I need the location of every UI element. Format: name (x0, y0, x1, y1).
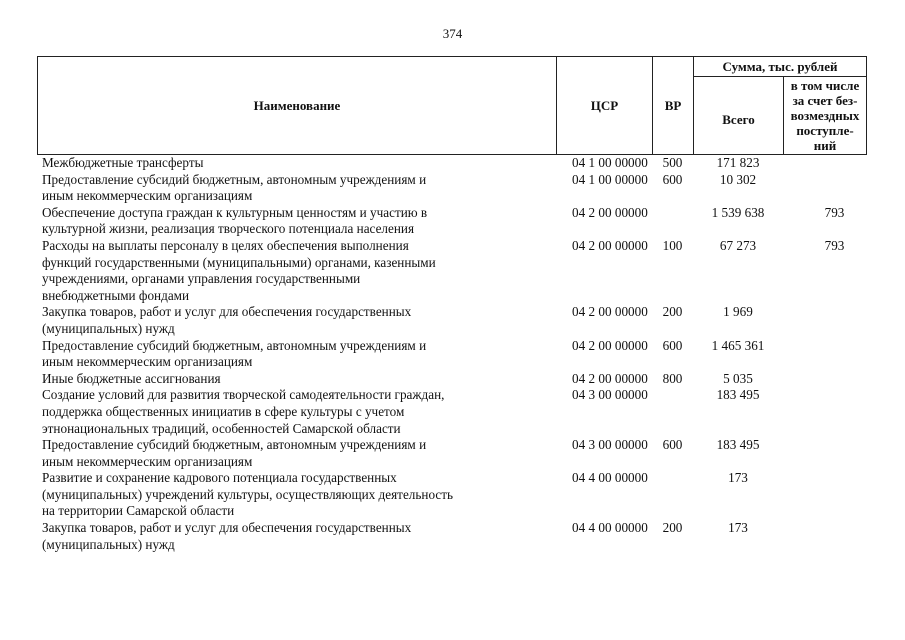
row-free: 793 (824, 237, 845, 253)
table-row (37, 304, 866, 337)
row-free (783, 437, 866, 470)
row-free (783, 470, 866, 520)
row-vr (652, 205, 693, 238)
row-name-line: внебюджетными фондами (42, 287, 190, 303)
row-name-line: Развитие и сохранение кадрового потенциала государственных (42, 470, 397, 486)
header-free (784, 77, 867, 155)
row-name (37, 437, 556, 470)
row-name-line: Обеспечение доступа граждан к культурным ценностям и участию в (42, 204, 428, 220)
row-name (37, 205, 556, 238)
row-name-line: учреждениями, органами управления государственными (42, 271, 361, 287)
row-name (37, 371, 556, 388)
row-name (37, 520, 556, 553)
row-name (37, 470, 556, 520)
row-csr: 04 1 00 00000 (572, 171, 648, 187)
row-total: 1 539 638 (711, 204, 765, 220)
header-free-line: возмездных (790, 108, 860, 123)
table-body (37, 155, 866, 553)
row-free (783, 387, 866, 437)
table-row (37, 470, 866, 520)
table-row (37, 238, 866, 304)
table-row (37, 371, 866, 388)
header-csr: ЦСР (557, 57, 653, 155)
row-free (783, 371, 866, 388)
header-sum: Сумма, тыс. рублей (694, 57, 867, 77)
row-name-line: на территории Самарской области (42, 503, 235, 519)
row-free (783, 172, 866, 205)
row-csr: 04 2 00 00000 (572, 204, 648, 220)
row-name-line: этнонациональных традиций, особенностей Самарской области (42, 420, 401, 436)
header-total: Всего (694, 77, 784, 155)
row-name-line: культурной жизни, реализация творческого потенциала населения (42, 221, 415, 237)
header-free-line: поступле- (796, 123, 854, 138)
row-vr: 200 (662, 520, 683, 536)
row-csr: 04 3 00 00000 (572, 437, 648, 453)
row-name-line: поддержка общественных инициатив в сфере культуры с учетом (42, 403, 405, 419)
row-vr: 600 (662, 171, 683, 187)
header-name: Наименование (38, 57, 557, 155)
table-row (37, 205, 866, 238)
row-name (37, 304, 556, 337)
row-csr: 04 4 00 00000 (572, 470, 648, 486)
header-free-line: за счет без- (792, 93, 858, 108)
header-free-line: в том числе (790, 78, 860, 93)
table-row (37, 155, 866, 172)
row-total: 10 302 (719, 171, 757, 187)
row-name-line: (муниципальных) учреждений культуры, осуществляющих деятельность (42, 486, 454, 502)
row-vr (652, 470, 693, 520)
header-free-text (784, 77, 866, 154)
row-vr: 600 (662, 437, 683, 453)
row-name-line: Предоставление субсидий бюджетным, автономным учреждениям и (42, 337, 427, 353)
row-name-line: (муниципальных) нужд (42, 536, 175, 552)
row-name (37, 338, 556, 371)
row-name-line: иным некоммерческим организациям (42, 453, 253, 469)
row-vr: 600 (662, 337, 683, 353)
row-name-line: Иные бюджетные ассигнования (42, 370, 221, 386)
row-name-line: функций государственными (муниципальными) органами, казенными (42, 254, 436, 270)
row-vr: 500 (662, 155, 683, 170)
row-total: 183 495 (716, 387, 760, 403)
row-csr: 04 2 00 00000 (572, 304, 648, 320)
row-free (783, 338, 866, 371)
row-vr (652, 387, 693, 437)
row-csr: 04 1 00 00000 (572, 155, 648, 170)
header-vr: ВР (653, 57, 694, 155)
budget-table (37, 56, 866, 553)
row-total: 171 823 (716, 155, 760, 170)
row-free (783, 520, 866, 553)
table-row (37, 520, 866, 553)
row-vr: 200 (662, 304, 683, 320)
header-free-line: ний (813, 138, 837, 153)
row-free (783, 304, 866, 337)
row-csr: 04 3 00 00000 (572, 387, 648, 403)
page-number: 374 (442, 26, 463, 41)
table-row (37, 387, 866, 437)
row-name-line: Закупка товаров, работ и услуг для обеспечения государственных (42, 520, 412, 536)
table-row (37, 172, 866, 205)
row-name-line: иным некоммерческим организациям (42, 188, 253, 204)
row-csr: 04 2 00 00000 (572, 370, 648, 386)
row-total: 67 273 (719, 237, 757, 253)
row-name-line: Межбюджетные трансферты (42, 155, 204, 170)
row-total: 5 035 (723, 370, 753, 386)
row-vr: 100 (662, 237, 683, 253)
table-row (37, 437, 866, 470)
row-csr: 04 2 00 00000 (572, 337, 648, 353)
row-name (37, 387, 556, 437)
row-total: 183 495 (716, 437, 760, 453)
table-header (37, 56, 867, 155)
row-name-line: Закупка товаров, работ и услуг для обеспечения государственных (42, 304, 412, 320)
row-name-line: Предоставление субсидий бюджетным, автономным учреждениям и (42, 437, 427, 453)
row-name-line: иным некоммерческим организациям (42, 354, 253, 370)
row-csr: 04 2 00 00000 (572, 237, 648, 253)
row-total: 173 (728, 470, 748, 486)
row-name-line: Предоставление субсидий бюджетным, автономным учреждениям и (42, 171, 427, 187)
row-free: 793 (824, 204, 845, 220)
row-total: 1 465 361 (711, 337, 765, 353)
table-row (37, 338, 866, 371)
row-total: 173 (728, 520, 748, 536)
row-name (37, 172, 556, 205)
row-csr: 04 4 00 00000 (572, 520, 648, 536)
row-name (37, 238, 556, 304)
row-name-line: Расходы на выплаты персоналу в целях обеспечения выполнения (42, 237, 409, 253)
row-name (37, 155, 556, 172)
row-name-line: Создание условий для развития творческой самодеятельности граждан, (42, 387, 445, 403)
row-total: 1 969 (723, 304, 753, 320)
row-vr: 800 (662, 370, 683, 386)
row-name-line: (муниципальных) нужд (42, 320, 175, 336)
row-free (783, 155, 866, 172)
